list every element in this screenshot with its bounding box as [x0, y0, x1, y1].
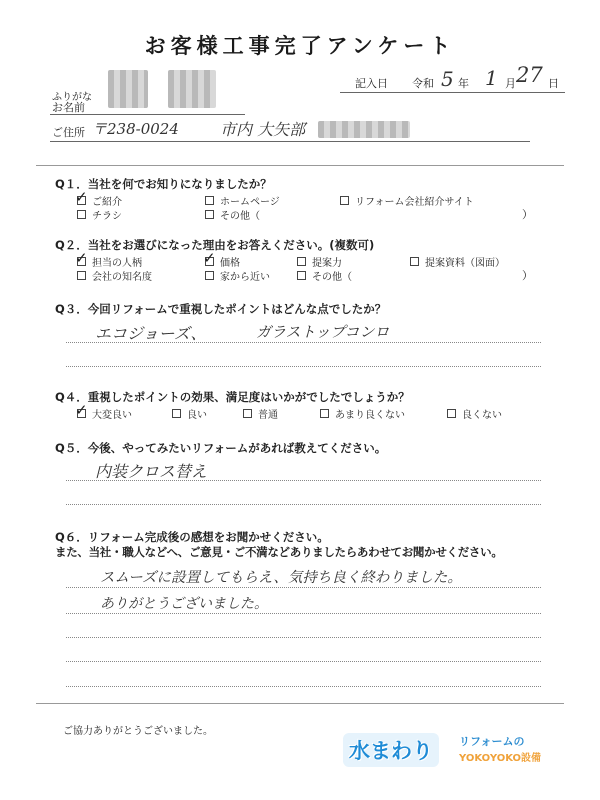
page-title: お客様工事完了アンケート: [144, 34, 456, 58]
logo-main-text: 水まわり: [343, 733, 439, 767]
month-unit: 月: [505, 77, 516, 90]
checkbox[interactable]: [205, 196, 214, 205]
q6-answer-line: [66, 637, 541, 638]
checkbox[interactable]: [75, 249, 88, 267]
checkbox[interactable]: [410, 257, 419, 266]
checkmark-icon: ✓: [75, 401, 88, 419]
q1-option-flyer[interactable]: チラシ: [77, 207, 122, 222]
address-label: ご住所: [52, 126, 85, 139]
checkbox[interactable]: [75, 188, 88, 206]
checkbox[interactable]: [447, 409, 456, 418]
checkbox[interactable]: [243, 409, 252, 418]
q5-answer-line: [66, 504, 541, 505]
q2-option-proposal-docs[interactable]: 提案資料（図面）: [410, 254, 505, 269]
company-logo: [343, 733, 573, 773]
q4-option-bad[interactable]: 良くない: [447, 406, 502, 421]
q6-answer-line: [66, 686, 541, 687]
q3-answer-1[interactable]: エコジョーズ、: [95, 324, 207, 343]
checkbox[interactable]: [75, 401, 88, 419]
q4-option-good[interactable]: 良い: [172, 406, 207, 421]
date-underline: [340, 92, 565, 93]
q3-answer-line: [66, 342, 541, 343]
q2-option-recognition[interactable]: 会社の知名度: [77, 268, 152, 283]
day-unit: 日: [548, 77, 559, 90]
date-label: 記入日: [355, 77, 388, 90]
address-handwritten[interactable]: 市内 大矢部: [220, 120, 306, 139]
q3-question: Q３．今回リフォームで重視したポイントはどんな点でしたか？: [55, 302, 387, 316]
q1-option-other[interactable]: その他（: [205, 207, 260, 222]
checkbox[interactable]: [203, 249, 216, 267]
name-label: お名前: [52, 101, 85, 114]
q4-question: Q４．重視したポイントの効果、満足度はいかがでしたでしょうか？: [55, 390, 410, 404]
logo-sub-text-1: リフォームの: [459, 735, 525, 748]
q6-question-2: また、当社・職人などへ、ご意見・ご不満などありましたらあわせてお聞かせください。: [55, 545, 503, 559]
checkbox[interactable]: [297, 271, 306, 280]
checkbox[interactable]: [205, 210, 214, 219]
date-day[interactable]: 27: [516, 63, 543, 87]
logo-sub-text-2: YOKOYOKO設備: [459, 753, 542, 764]
thanks-text: ご協力ありがとうございました。: [63, 726, 213, 737]
q1-close-paren: ）: [522, 208, 533, 221]
date-month[interactable]: 1: [485, 66, 498, 90]
checkbox[interactable]: [320, 409, 329, 418]
redacted-address: [318, 121, 410, 138]
q6-answer-line: [66, 613, 541, 614]
postal-code[interactable]: 〒238-0024: [92, 120, 179, 138]
furigana-label: ふりがな: [52, 92, 92, 103]
q4-option-very-good[interactable]: ✓ 大変良い: [75, 401, 132, 421]
q6-answer-line: [66, 587, 541, 588]
q1-question: Q１．当社を何でお知りになりましたか？: [55, 177, 272, 191]
checkbox[interactable]: [172, 409, 181, 418]
q3-answer-2[interactable]: ガラストップコンロ: [256, 323, 390, 341]
checkbox[interactable]: [297, 257, 306, 266]
checkbox[interactable]: [77, 271, 86, 280]
year-unit: 年: [458, 77, 469, 90]
q6-question-1: Q６．リフォーム完成後の感想をお聞かせください。: [55, 530, 329, 544]
redacted-name-1: [108, 70, 148, 108]
q2-option-nearby[interactable]: 家から近い: [205, 268, 270, 283]
era-label: 令和: [412, 77, 434, 90]
q2-option-other[interactable]: その他（: [297, 268, 352, 283]
q6-answer-2[interactable]: ありがとうございました。: [100, 596, 268, 612]
q1-option-referral-site[interactable]: リフォーム会社紹介サイト: [340, 193, 474, 208]
date-year[interactable]: 5: [441, 67, 454, 91]
q2-option-price[interactable]: ✓ 価格: [203, 249, 240, 269]
q1-option-referral[interactable]: ✓ ご紹介: [75, 188, 122, 208]
q4-option-average[interactable]: 普通: [243, 406, 278, 421]
checkmark-icon: ✓: [75, 188, 88, 206]
q2-option-proposal[interactable]: 提案力: [297, 254, 342, 269]
q5-answer[interactable]: 内装クロス替え: [95, 462, 208, 481]
q2-close-paren: ）: [522, 269, 533, 282]
q4-option-not-very-good[interactable]: あまり良くない: [320, 406, 405, 421]
checkmark-icon: ✓: [75, 249, 88, 267]
q2-option-personality[interactable]: ✓ 担当の人柄: [75, 249, 142, 269]
checkbox[interactable]: [205, 271, 214, 280]
section-divider: [36, 165, 564, 166]
q6-answer-1[interactable]: スムーズに設置してもらえ、気持ち良く終わりました。: [100, 570, 462, 586]
checkmark-icon: ✓: [203, 249, 216, 267]
q5-answer-line: [66, 480, 541, 481]
q3-answer-line: [66, 366, 541, 367]
footer-divider: [36, 703, 564, 704]
checkbox[interactable]: [77, 210, 86, 219]
checkbox[interactable]: [340, 196, 349, 205]
q6-answer-line: [66, 661, 541, 662]
q1-option-homepage[interactable]: ホームページ: [205, 193, 280, 208]
name-underline: [50, 114, 245, 115]
address-underline: [50, 141, 530, 142]
q5-question: Q５．今後、やってみたいリフォームがあれば教えてください。: [55, 441, 387, 455]
q2-question: Q２．当社をお選びになった理由をお答えください。(複数可): [55, 238, 375, 252]
redacted-name-2: [168, 70, 216, 108]
